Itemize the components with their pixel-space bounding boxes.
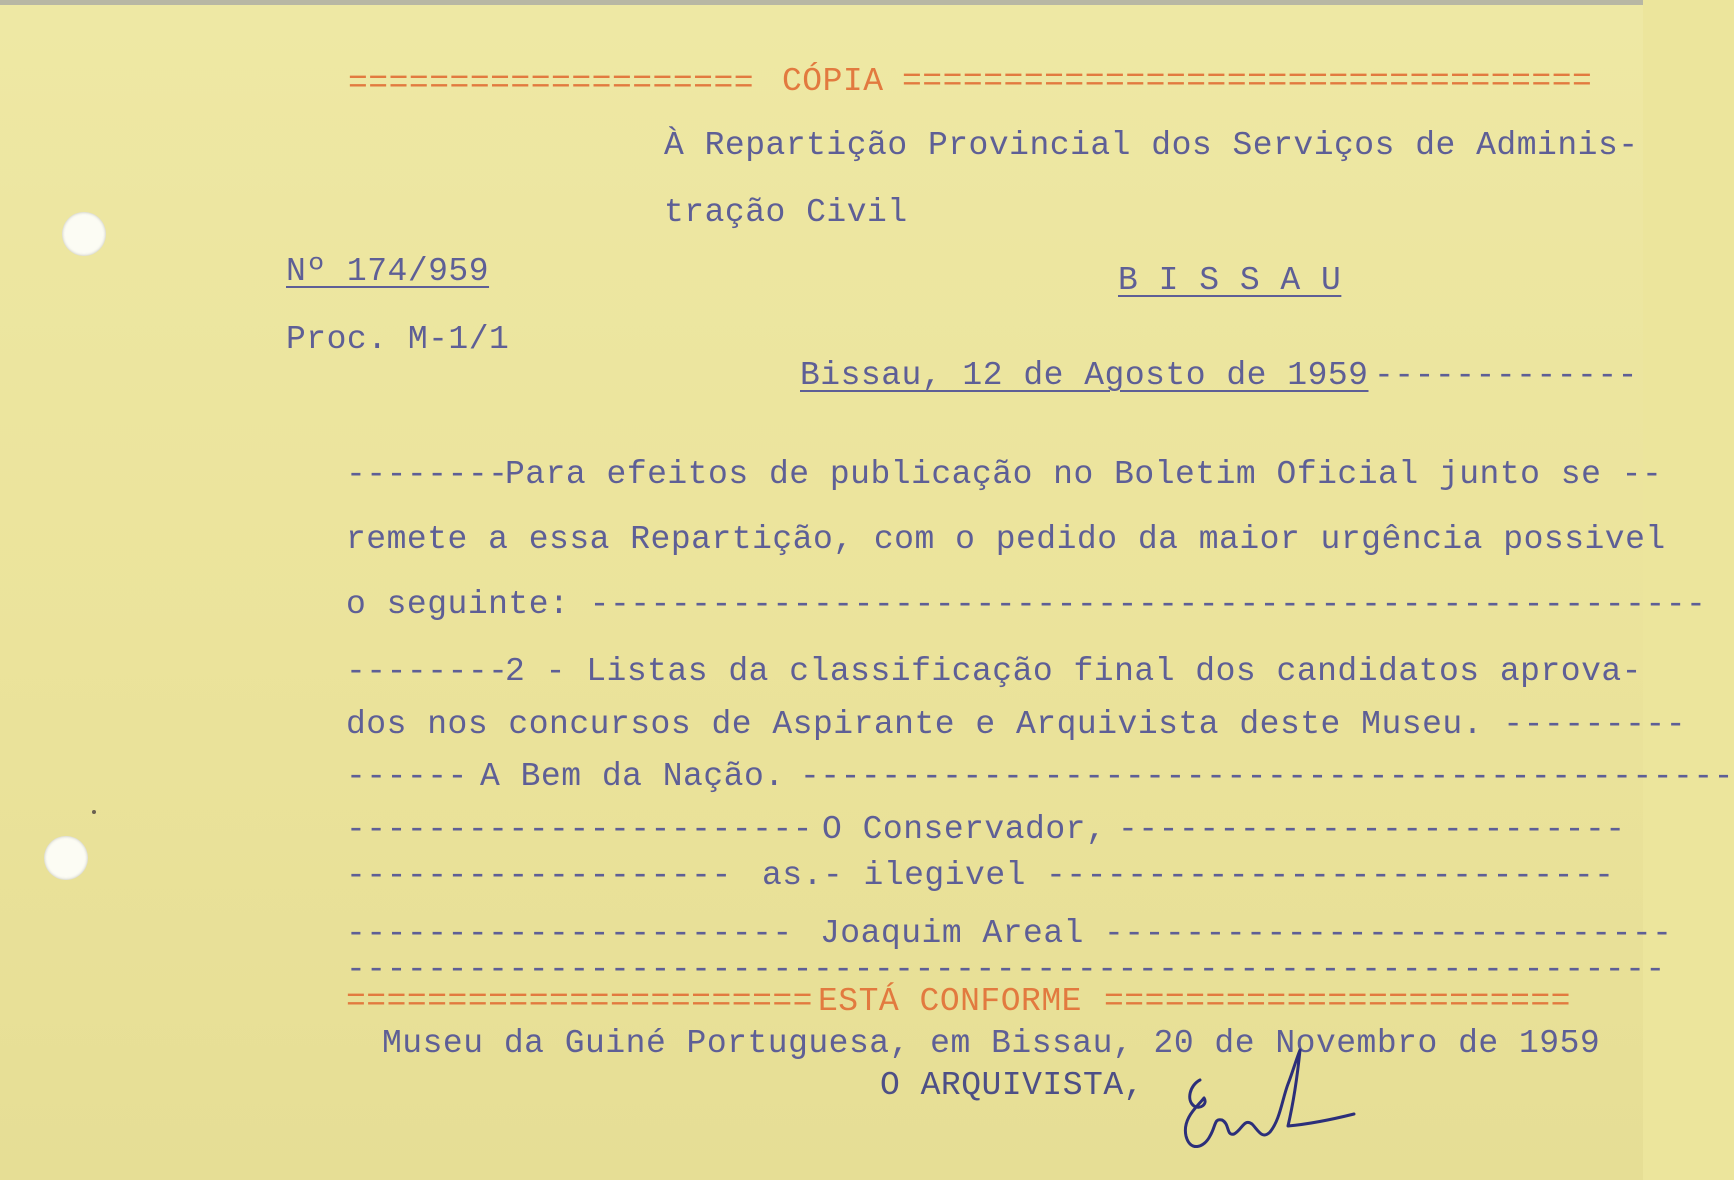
signature-note-trail: ---------------------------- bbox=[1046, 857, 1615, 894]
paragraph-1-line-1: Para efeitos de publicação no Boletim Oficial junto se -- bbox=[505, 456, 1663, 493]
paragraph-2-lead: -------- bbox=[346, 653, 509, 690]
closing-dashes: ---------------------------------------------- bbox=[800, 758, 1734, 795]
paper-speck bbox=[92, 810, 96, 814]
addressee-line-2: tração Civil bbox=[664, 194, 908, 231]
paragraph-1-lead: -------- bbox=[346, 456, 509, 493]
date-dashes: ------------- bbox=[1374, 357, 1638, 394]
signature-note: as.- ilegivel bbox=[762, 857, 1026, 894]
copy-rule-right: ================================== bbox=[902, 63, 1593, 100]
paragraph-1-line-3: o seguinte: ------------------------------------------------------- bbox=[346, 586, 1707, 623]
conforme-rule-left: ======================= bbox=[346, 983, 813, 1020]
punch-hole-bottom bbox=[44, 836, 88, 880]
punch-hole-top bbox=[62, 212, 106, 256]
conservador-lead: ----------------------- bbox=[346, 811, 813, 848]
paragraph-1-line-2: remete a essa Repartição, com o pedido da maior urgência possivel bbox=[346, 521, 1666, 558]
signatory-name: Joaquim Areal bbox=[820, 915, 1084, 952]
reference-number: Nº 174/959 bbox=[286, 253, 490, 290]
archivist-title: O ARQUIVISTA, bbox=[880, 1067, 1144, 1104]
conforme-label: ESTÁ CONFORME bbox=[818, 983, 1082, 1020]
separator-dashes: ----------------------------------------------------------------- bbox=[346, 951, 1666, 988]
conforme-rule-right: ======================= bbox=[1104, 983, 1571, 1020]
closing-lead: ------ bbox=[346, 758, 468, 795]
signature-note-lead: ------------------- bbox=[346, 857, 732, 894]
copy-label: CÓPIA bbox=[782, 63, 884, 100]
closing-phrase: A Bem da Nação. bbox=[480, 758, 785, 795]
process-number: Proc. M-1/1 bbox=[286, 321, 510, 358]
addressee-line-1: À Repartição Provincial dos Serviços de Adminis- bbox=[664, 127, 1639, 164]
handwritten-signature bbox=[1170, 1040, 1370, 1170]
conservador-trail: ------------------------- bbox=[1118, 811, 1626, 848]
signatory-name-lead: ---------------------- bbox=[346, 915, 793, 952]
copy-rule-left: ==================== bbox=[348, 65, 755, 102]
date-line: Bissau, 12 de Agosto de 1959 bbox=[800, 357, 1369, 394]
paragraph-2-line-2: dos nos concursos de Aspirante e Arquivista deste Museu. --------- bbox=[346, 706, 1687, 743]
footer-place-date: Museu da Guiné Portuguesa, em Bissau, 20 de Novembro de 1959 bbox=[382, 1025, 1601, 1062]
scan-top-edge bbox=[0, 0, 1643, 5]
addressee-city: B I S S A U bbox=[1118, 262, 1342, 299]
paragraph-2-line-1: 2 - Listas da classificação final dos candidatos aprova- bbox=[505, 653, 1642, 690]
conservador-title: O Conservador, bbox=[822, 811, 1107, 848]
signatory-name-trail: ---------------------------- bbox=[1104, 915, 1673, 952]
